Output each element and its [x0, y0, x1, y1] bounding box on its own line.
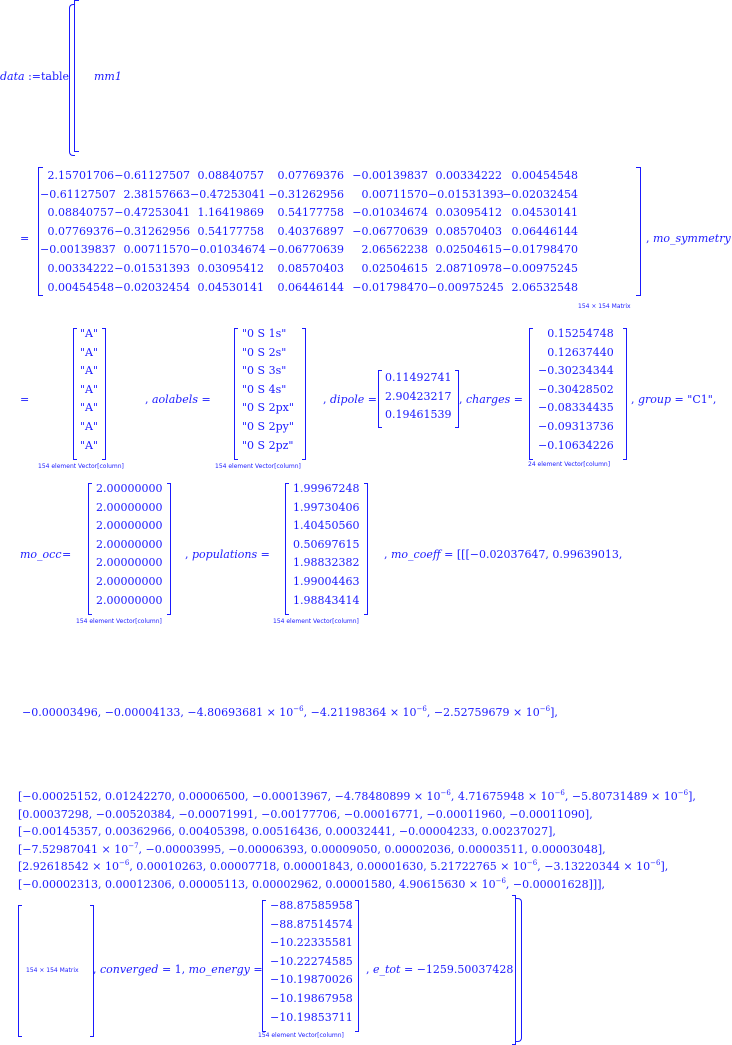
matrix-cell: −0.02032454	[502, 187, 578, 201]
coeff-text: −0.00003496, −0.00004133, −4.80693681 × 10	[22, 706, 294, 719]
coeff-text: , −0.00001628]]],	[505, 877, 605, 891]
coeff-text: [−0.00025152, 0.01242270, 0.00006500, −0.00013967, −4.78480899 × 10	[18, 790, 441, 803]
matrix-cell: −0.61127507	[114, 169, 190, 182]
coeff-text: , −3.13220344 × 10	[537, 860, 651, 873]
matrix-cell: 2.15701706	[47, 169, 114, 182]
coeff-exponent: −6	[495, 876, 506, 885]
aolabels-size-label: 154 element Vector[column]	[215, 463, 301, 470]
matrix-cell: −0.47253041	[190, 187, 266, 201]
coeff-row	[18, 876, 696, 894]
mo-coeff-line	[22, 706, 558, 719]
mm1-key: mm1	[94, 70, 122, 83]
symmetry-size-label: 154 element Vector[column]	[38, 463, 124, 470]
coeff-exponent: −7	[128, 841, 139, 850]
vector-entry: "A"	[80, 327, 99, 340]
vector-entry: −10.19867958	[270, 991, 353, 1005]
matrix-cell: 2.06532548	[511, 280, 578, 294]
vector-entry: 0.15254748	[547, 327, 614, 340]
table-paren-close	[516, 898, 522, 1042]
matrix-cell: −0.06770639	[268, 243, 344, 257]
matrix-cell: −0.02032454	[114, 280, 190, 294]
populations-key: populations	[192, 548, 258, 561]
matrix-cell: 1.16419869	[197, 206, 264, 220]
coeff-text: [−0.00145357, 0.00362966, 0.00405398, 0.00516436, 0.00032441, −0.00004233, 0.00237027],	[18, 825, 556, 838]
matrix-row	[40, 167, 578, 186]
matrix-cell: −0.00139837	[352, 169, 428, 182]
populations-vector	[293, 480, 359, 610]
assign-operator: :=	[28, 70, 42, 83]
coeff-matrix-bracket-left	[18, 905, 22, 1037]
matrix-cell: 0.06446144	[277, 280, 344, 294]
coeff-text: , 4.71675948 × 10	[450, 790, 555, 803]
converged-value: 1	[174, 963, 182, 976]
matrix-cell: 0.04530141	[197, 280, 264, 294]
coeff-exponent: −6	[677, 789, 689, 797]
vector-entry: 1.98832382	[293, 556, 360, 570]
data-variable: data	[0, 70, 25, 83]
vector-entry: −0.08334435	[538, 401, 614, 415]
coeff-text: [−0.00002313, 0.00012306, 0.00005113, 0.00002962, 0.00001580, 4.90615630 × 10	[18, 877, 496, 891]
coeff-matrix-size-label: 154 × 154 Matrix	[26, 967, 79, 974]
populations-bracket-right	[364, 483, 368, 615]
coeff-exponent: −6	[293, 705, 304, 713]
matrix-cell: 0.08840757	[47, 206, 114, 220]
vector-entry: 1.99967248	[293, 482, 360, 495]
mo-energy-bracket-left	[262, 900, 266, 1032]
mo-symmetry-key: mo_symmetry	[653, 232, 731, 245]
vector-entry: −0.09313736	[538, 419, 614, 433]
populations-size-label: 154 element Vector[column]	[273, 618, 359, 625]
group-key: group	[638, 393, 672, 406]
matrix-row	[40, 260, 578, 279]
charges-bracket-right	[623, 328, 627, 460]
vector-entry: "0 S 2px"	[242, 401, 294, 415]
dipole-vector	[385, 369, 451, 425]
vector-entry: "A"	[80, 438, 99, 452]
row2-equals: =	[20, 393, 30, 406]
vector-entry: 2.00000000	[96, 574, 163, 588]
vector-entry: "A"	[80, 401, 99, 415]
vector-entry: "A"	[80, 419, 99, 433]
matrix-cell: −0.01531393	[428, 187, 504, 201]
vector-entry: −88.87514574	[270, 917, 353, 931]
charges-key: charges	[466, 393, 511, 406]
coeff-row	[18, 823, 696, 841]
vector-entry: 1.98843414	[293, 593, 360, 607]
vector-entry: 0.19461539	[385, 408, 452, 422]
coeff-text: , −5.80731489 × 10	[564, 790, 678, 803]
matrix-cell: 0.40376897	[277, 224, 344, 238]
matrix-row	[40, 241, 578, 260]
mo-occ-vector	[96, 480, 162, 610]
coeff-exponent: −6	[416, 705, 427, 713]
matrix-cell: −0.01798470	[352, 280, 428, 294]
vector-entry: 0.11492741	[385, 371, 452, 384]
charges-size-label: 24 element Vector[column]	[528, 461, 611, 468]
matrix-cell: −0.31262956	[114, 224, 190, 238]
matrix-cell: 0.02504615	[435, 243, 502, 257]
populations-bracket-left	[285, 483, 289, 615]
vector-entry: −10.19870026	[270, 973, 353, 987]
matrix-cell: 0.07769376	[47, 224, 114, 238]
matrix-size-label: 154 × 154 Matrix	[578, 303, 631, 310]
mo-coeff-block	[18, 788, 696, 893]
vector-entry: 0.50697615	[293, 537, 360, 551]
vector-entry: −0.10634226	[538, 438, 614, 452]
matrix-cell: 0.00711570	[123, 243, 190, 257]
matrix-cell: 0.00711570	[361, 187, 428, 201]
mo-energy-size-label: 154 element Vector[column]	[258, 1032, 344, 1039]
aolabels-bracket-left	[234, 328, 238, 460]
vector-entry: "0 S 2s"	[242, 345, 287, 359]
e-tot-key: e_tot	[373, 963, 401, 976]
dipole-key: dipole	[330, 393, 365, 406]
coeff-text: [0.00037298, −0.00520384, −0.00071991, −0.00177706, −0.00016771, −0.00011960, −0.00011090],	[18, 807, 593, 821]
matrix-equals: =	[20, 232, 30, 245]
matrix-cell: 0.54177758	[277, 206, 344, 220]
matrix-cell: 0.08840757	[197, 169, 264, 182]
table-expression	[0, 70, 69, 83]
matrix-row	[40, 186, 578, 205]
table-function: table	[41, 70, 70, 83]
matrix-cell: 0.00454548	[47, 280, 114, 294]
group-value: "C1"	[687, 393, 713, 406]
mo-occ-bracket-left	[88, 483, 92, 615]
vector-entry: "A"	[80, 345, 99, 359]
coeff-exponent: −6	[118, 859, 130, 867]
coeff-text: , −4.21198364 × 10	[303, 706, 417, 719]
matrix-cell: −0.47253041	[114, 206, 190, 220]
vector-entry: −10.19853711	[270, 1010, 353, 1024]
coeff-text: ],	[550, 706, 558, 719]
matrix-cell: 0.00334222	[47, 261, 114, 275]
vector-entry: −10.22335581	[270, 936, 353, 950]
matrix-cell: 0.06446144	[511, 224, 578, 238]
matrix-cell: 0.03095412	[197, 261, 264, 275]
matrix-cell: −0.01034674	[190, 243, 266, 257]
matrix-row	[40, 279, 578, 298]
vector-entry: −88.87585958	[270, 899, 353, 912]
dipole-bracket-left	[378, 370, 382, 428]
vector-entry: −0.30428502	[538, 382, 614, 396]
matrix-cell: −0.06770639	[352, 224, 428, 238]
coeff-exponent: −6	[650, 859, 661, 867]
matrix-cell: 0.00334222	[435, 169, 502, 182]
vector-entry: 2.00000000	[96, 500, 163, 514]
matrix-cell: 2.38157663	[123, 187, 190, 201]
vector-entry: "0 S 4s"	[242, 382, 287, 396]
mo-coeff-start: [[[−0.02037647, 0.99639013,	[456, 548, 623, 561]
e-tot-value: −1259.50037428	[416, 963, 514, 976]
vector-entry: "0 S 2pz"	[242, 438, 294, 452]
charges-vector	[538, 325, 614, 455]
vector-entry: 2.90423217	[385, 389, 452, 403]
matrix-cell: 0.04530141	[511, 206, 578, 220]
coeff-exponent: −6	[440, 789, 451, 797]
matrix-cell: 0.54177758	[197, 224, 264, 238]
matrix-cell: 2.08710978	[435, 261, 502, 275]
table-bracket-open	[74, 0, 79, 152]
matrix-cell: −0.01531393	[114, 261, 190, 275]
matrix-cell: 0.08570403	[277, 261, 344, 275]
matrix-body	[40, 167, 578, 297]
matrix-bracket-right	[636, 167, 641, 296]
vector-entry: 2.00000000	[96, 519, 163, 533]
matrix-row	[40, 223, 578, 242]
matrix-cell: −0.00975245	[502, 261, 578, 275]
matrix-cell: 0.02504615	[361, 261, 428, 275]
coeff-text: , −2.52759679 × 10	[426, 706, 540, 719]
matrix-cell: −0.00139837	[40, 243, 116, 257]
coeff-text: [2.92618542 × 10	[18, 860, 119, 873]
symmetry-bracket-left	[73, 328, 77, 460]
coeff-text: ],	[660, 860, 669, 873]
coeff-text: , 0.00010263, 0.00007718, 0.00001843, 0.00001630, 5.21722765 × 10	[129, 860, 527, 873]
coeff-text: , −0.00003995, −0.00006393, 0.00009050, 0.00002036, 0.00003511, 0.00003048],	[138, 842, 606, 856]
coeff-exponent: −6	[539, 705, 551, 713]
mo-energy-key: mo_energy	[188, 963, 250, 976]
vector-entry: "0 S 1s"	[242, 327, 287, 340]
mo-occ-equals: =	[62, 548, 72, 561]
matrix-cell: −0.61127507	[40, 187, 116, 201]
converged-key: converged	[100, 963, 159, 976]
matrix-cell: −0.00975245	[428, 280, 504, 294]
matrix-cell: 0.08570403	[435, 224, 502, 238]
matrix-cell: −0.01798470	[502, 243, 578, 257]
vector-entry: 1.40450560	[293, 519, 360, 533]
matrix-cell: 0.00454548	[511, 169, 578, 182]
vector-entry: 2.00000000	[96, 537, 163, 551]
aolabels-vector	[242, 325, 294, 455]
vector-entry: 1.99004463	[293, 574, 360, 588]
vector-entry: "0 S 2py"	[242, 419, 294, 433]
mo-occ-size-label: 154 element Vector[column]	[76, 618, 162, 625]
charges-bracket-left	[529, 328, 533, 460]
symmetry-vector	[80, 325, 98, 455]
coeff-exponent: −6	[526, 859, 538, 867]
coeff-text: [−7.52987041 × 10	[18, 842, 129, 856]
vector-entry: "0 S 3s"	[242, 364, 287, 378]
matrix-cell: 2.06562238	[361, 243, 428, 257]
mo-energy-bracket-right	[355, 900, 359, 1032]
matrix-cell: −0.01034674	[352, 206, 428, 220]
coeff-row	[18, 788, 696, 806]
vector-entry: 2.00000000	[96, 482, 163, 495]
vector-entry: 2.00000000	[96, 593, 163, 607]
matrix-cell: 0.03095412	[435, 206, 502, 220]
symmetry-bracket-right	[102, 328, 106, 460]
mo-occ-key: mo_occ	[20, 548, 62, 561]
mo-energy-vector	[270, 897, 353, 1027]
coeff-row	[18, 858, 696, 876]
vector-entry: 1.99730406	[293, 500, 360, 514]
vector-entry: "A"	[80, 382, 99, 396]
vector-entry: −10.22274585	[270, 954, 353, 968]
aolabels-bracket-right	[302, 328, 306, 460]
coeff-exponent: −6	[554, 789, 565, 797]
aolabels-key: aolabels	[152, 393, 198, 406]
matrix-cell: −0.31262956	[268, 187, 344, 201]
mo-occ-bracket-right	[167, 483, 171, 615]
matrix-cell: 0.07769376	[277, 169, 344, 182]
matrix-row	[40, 204, 578, 223]
vector-entry: 2.00000000	[96, 556, 163, 570]
vector-entry: −0.30234344	[538, 364, 614, 378]
coeff-row	[18, 841, 696, 859]
mo-coeff-key: mo_coeff	[391, 548, 441, 561]
coeff-row	[18, 806, 696, 824]
vector-entry: "A"	[80, 364, 99, 378]
coeff-text: ],	[688, 790, 696, 803]
vector-entry: 0.12637440	[547, 345, 614, 359]
